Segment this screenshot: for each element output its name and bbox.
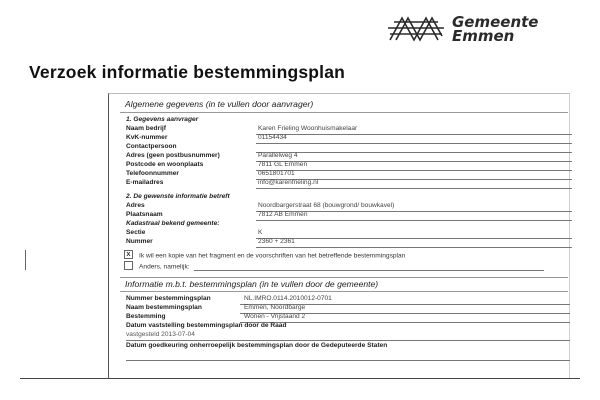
label-plaatsnaam: Plaatsnaam xyxy=(126,211,163,218)
field-underline xyxy=(256,188,572,189)
page-title: Verzoek informatie bestemmingsplan xyxy=(29,62,346,82)
page-bottom-rule xyxy=(20,378,580,379)
field-underline xyxy=(256,143,572,144)
field-kvk-nummer[interactable]: 01154434 xyxy=(258,134,287,141)
section-heading-gemeente: Informatie m.b.t. bestemmingsplan (in te vullen door de gemeente) xyxy=(125,279,379,289)
field-underline xyxy=(256,220,572,221)
label-nummer-bestemmingsplan: Nummer bestemmingsplan xyxy=(126,295,211,302)
field-plaatsnaam[interactable]: 7812 AB Emmen xyxy=(258,211,308,218)
field-nummer[interactable]: 2360 + 2361 xyxy=(258,238,295,245)
gemeente-emmen-logo xyxy=(386,14,576,46)
checkbox-row-anders[interactable] xyxy=(124,262,544,271)
label-adres-kavel: Adres xyxy=(126,202,145,209)
section-divider xyxy=(120,291,568,292)
field-underline xyxy=(256,238,572,239)
logo-line-emmen: Emmen xyxy=(452,27,515,45)
field-sectie[interactable]: K xyxy=(258,229,263,236)
field-underline xyxy=(126,340,570,341)
label-naam-bedrijf: Naam bedrijf xyxy=(126,125,166,132)
margin-mark xyxy=(25,250,26,270)
field-postcode-woonplaats[interactable]: 7811 GL Emmen xyxy=(258,161,308,168)
checkbox-label-kopie: Ik wil een kopie van het fragment en de voorschriften van het betreffende bestemmingsplan xyxy=(139,252,406,260)
field-underline xyxy=(256,247,572,248)
field-underline xyxy=(194,270,544,271)
field-underline xyxy=(256,152,572,153)
logo-wordmark xyxy=(452,15,538,43)
label-kvk-nummer: KvK-nummer xyxy=(126,134,168,141)
field-underline xyxy=(256,134,572,135)
section-divider xyxy=(120,112,568,113)
checkbox-row-kopie[interactable] xyxy=(124,251,405,260)
field-naam-bestemmingsplan[interactable]: Emmen, Noordbarge xyxy=(244,304,306,311)
lattice-logo-icon xyxy=(386,14,446,44)
field-adres[interactable]: Parallelweg 4 xyxy=(258,152,298,159)
field-bestemming[interactable]: Wonen - Vrijstaand 2 xyxy=(244,313,306,320)
logo-line-gemeente: Gemeente xyxy=(452,13,539,31)
label-adres: Adres (geen postbusnummer) xyxy=(126,152,220,159)
field-underline xyxy=(256,170,572,171)
field-datum-vaststelling[interactable]: vastgesteld 2013-07-04 xyxy=(126,331,195,338)
label-datum-goedkeuring: Datum goedkeuring onherroepelijk bestemmingsplan door de Gedeputeerde Staten xyxy=(126,342,388,349)
checkbox-kopie[interactable]: x xyxy=(124,250,133,259)
label-naam-bestemmingsplan: Naam bestemmingsplan xyxy=(126,304,202,311)
section-heading-algemeen: Algemene gegevens (in te vullen door aanvrager) xyxy=(125,99,314,109)
label-bestemming: Bestemming xyxy=(126,313,166,320)
checkbox-anders[interactable] xyxy=(124,261,133,270)
label-telefoonnummer: Telefoonnummer xyxy=(126,170,179,177)
label-datum-vaststelling: Datum vaststelling bestemmingsplan door de Raad xyxy=(126,322,287,329)
field-telefoonnummer[interactable]: 0651801701 xyxy=(258,170,295,177)
label-sectie: Sectie xyxy=(126,229,146,236)
field-adres-kavel[interactable]: Noordbargerstraat 68 (bouwgrond/ bouwkavel) xyxy=(258,202,395,209)
field-naam-bedrijf[interactable]: Karen Frieling Woonhuismakelaar xyxy=(258,125,358,132)
label-emailadres: E-mailadres xyxy=(126,179,164,186)
field-underline xyxy=(126,360,570,361)
section-divider xyxy=(120,277,568,278)
field-nummer-bestemmingsplan[interactable]: NL.IMRO.0114.2010012-0701 xyxy=(244,295,332,302)
label-contactpersoon: Contactpersoon xyxy=(126,143,177,150)
checkbox-label-anders: Anders, namelijk: xyxy=(139,263,190,271)
field-emailadres[interactable]: info@karenfrieling.nl xyxy=(258,179,319,186)
subheading-kadastraal: Kadastraal bekend gemeente: xyxy=(126,220,220,227)
field-underline xyxy=(240,322,570,323)
label-nummer: Nummer xyxy=(126,238,153,245)
label-postcode-woonplaats: Postcode en woonplaats xyxy=(126,161,204,168)
subheading-aanvrager: 1. Gegevens aanvrager xyxy=(126,116,199,123)
subheading-informatie-betreft: 2. De gewenste informatie betreft xyxy=(126,193,230,200)
